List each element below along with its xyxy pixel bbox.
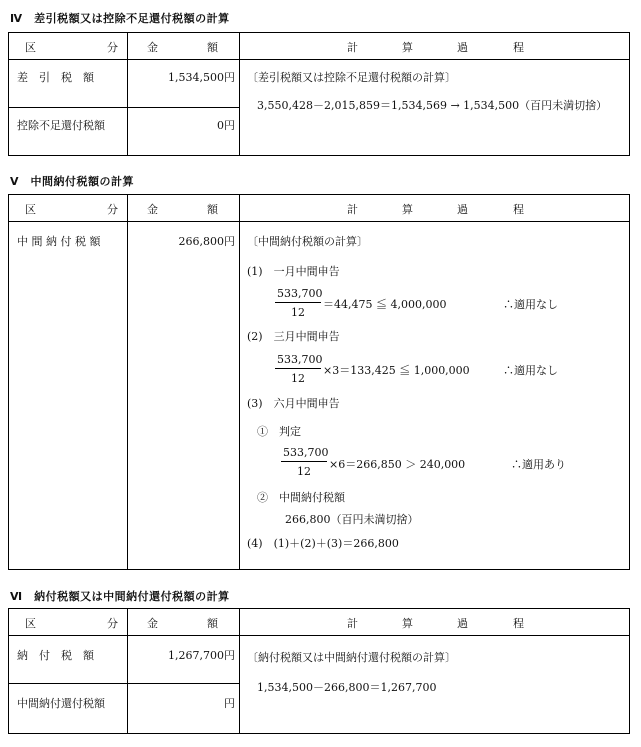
formula-3: ×6＝266,850 ＞ 240,000: [329, 458, 466, 471]
calc-title: 〔納付税額又は中間納付還付税額の計算〕: [247, 651, 456, 664]
header-keisan-2: 算: [402, 41, 413, 54]
col-divider: [239, 609, 240, 733]
header-keisan-3: 過: [457, 617, 468, 630]
header-kubun-1: 区: [25, 41, 36, 54]
item-1: (1) 一月中間申告: [247, 265, 340, 278]
section-6-header-row: [9, 609, 629, 636]
section-6-title: Ⅵ 納付税額又は中間納付還付税額の計算: [10, 590, 230, 603]
header-keisan-4: 程: [513, 203, 524, 216]
row-label-nofu: 納 付 税 額: [17, 649, 94, 662]
fraction-3: [281, 446, 327, 478]
col-divider: [239, 33, 240, 155]
header-kingaku-1: 金: [147, 617, 158, 630]
calc-line: 3,550,428－2,015,859＝1,534,569 → 1,534,500（百円未満切捨）: [257, 99, 608, 112]
header-kingaku-2: 額: [207, 41, 218, 54]
section-4-title: Ⅳ 差引税額又は控除不足還付税額の計算: [10, 12, 230, 25]
section-5-header-row: [9, 195, 629, 222]
section-5-title: Ⅴ 中間納付税額の計算: [10, 175, 135, 188]
row-divider: [9, 683, 239, 684]
sub-item-2-value: 266,800（百円未満切捨）: [285, 513, 419, 526]
header-kubun-2: 分: [107, 41, 118, 54]
formula-2: ×3＝133,425 ≦ 1,000,000: [323, 364, 470, 377]
section-6-table: [8, 608, 630, 734]
header-keisan-4: 程: [513, 617, 524, 630]
fraction-2: [275, 353, 321, 385]
sub-item-2: ② 中間納付税額: [257, 491, 345, 504]
fraction-bar: [281, 461, 327, 462]
fraction-numerator: 533,700: [277, 287, 323, 300]
amount-chukan-kanpu: 円: [224, 697, 235, 710]
sub-item-1: ① 判定: [257, 425, 301, 438]
section-4-header-row: [9, 33, 629, 60]
amount-nofu: 1,267,700円: [168, 649, 235, 662]
calc-title: 〔差引税額又は控除不足還付税額の計算〕: [247, 71, 456, 84]
header-kubun-2: 分: [107, 617, 118, 630]
row-divider: [9, 107, 239, 108]
header-kubun-2: 分: [107, 203, 118, 216]
header-keisan-2: 算: [402, 617, 413, 630]
fraction-denominator: 12: [297, 465, 311, 478]
row-label-sashihiki: 差 引 税 額: [17, 71, 94, 84]
fraction-1: [275, 287, 321, 319]
fraction-numerator: 533,700: [283, 446, 329, 459]
fraction-bar: [275, 368, 321, 369]
header-keisan-1: 計: [347, 41, 358, 54]
header-keisan-2: 算: [402, 203, 413, 216]
header-kingaku-2: 額: [207, 617, 218, 630]
fraction-bar: [275, 302, 321, 303]
header-kubun-1: 区: [25, 617, 36, 630]
header-keisan-1: 計: [347, 617, 358, 630]
header-keisan-3: 過: [457, 41, 468, 54]
col-divider: [127, 195, 128, 569]
header-keisan-1: 計: [347, 203, 358, 216]
item-4: (4) (1)＋(2)＋(3)＝266,800: [247, 537, 399, 550]
row-label-kanpu: 控除不足還付税額: [17, 119, 105, 132]
calc-title: 〔中間納付税額の計算〕: [247, 235, 368, 248]
fraction-numerator: 533,700: [277, 353, 323, 366]
note-3: ∴適用あり: [511, 458, 566, 471]
item-3: (3) 六月中間申告: [247, 397, 340, 410]
section-5-table: [8, 194, 630, 570]
amount-chukan: 266,800円: [178, 235, 235, 248]
formula-1: ＝44,475 ≦ 4,000,000: [323, 298, 447, 311]
row-label-chukan-kanpu: 中間納付還付税額: [17, 697, 105, 710]
section-4-table: [8, 32, 630, 156]
fraction-denominator: 12: [291, 372, 305, 385]
header-kingaku-2: 額: [207, 203, 218, 216]
header-keisan-4: 程: [513, 41, 524, 54]
header-kingaku-1: 金: [147, 41, 158, 54]
calc-line: 1,534,500－266,800＝1,267,700: [257, 681, 437, 694]
amount-kanpu: 0円: [217, 119, 235, 132]
note-1: ∴適用なし: [503, 298, 558, 311]
header-kubun-1: 区: [25, 203, 36, 216]
header-kingaku-1: 金: [147, 203, 158, 216]
col-divider: [127, 609, 128, 733]
row-label-chukan: 中 間 納 付 税 額: [17, 235, 101, 248]
fraction-denominator: 12: [291, 306, 305, 319]
note-2: ∴適用なし: [503, 364, 558, 377]
col-divider: [127, 33, 128, 155]
amount-sashihiki: 1,534,500円: [168, 71, 235, 84]
item-2: (2) 三月中間申告: [247, 330, 340, 343]
col-divider: [239, 195, 240, 569]
header-keisan-3: 過: [457, 203, 468, 216]
